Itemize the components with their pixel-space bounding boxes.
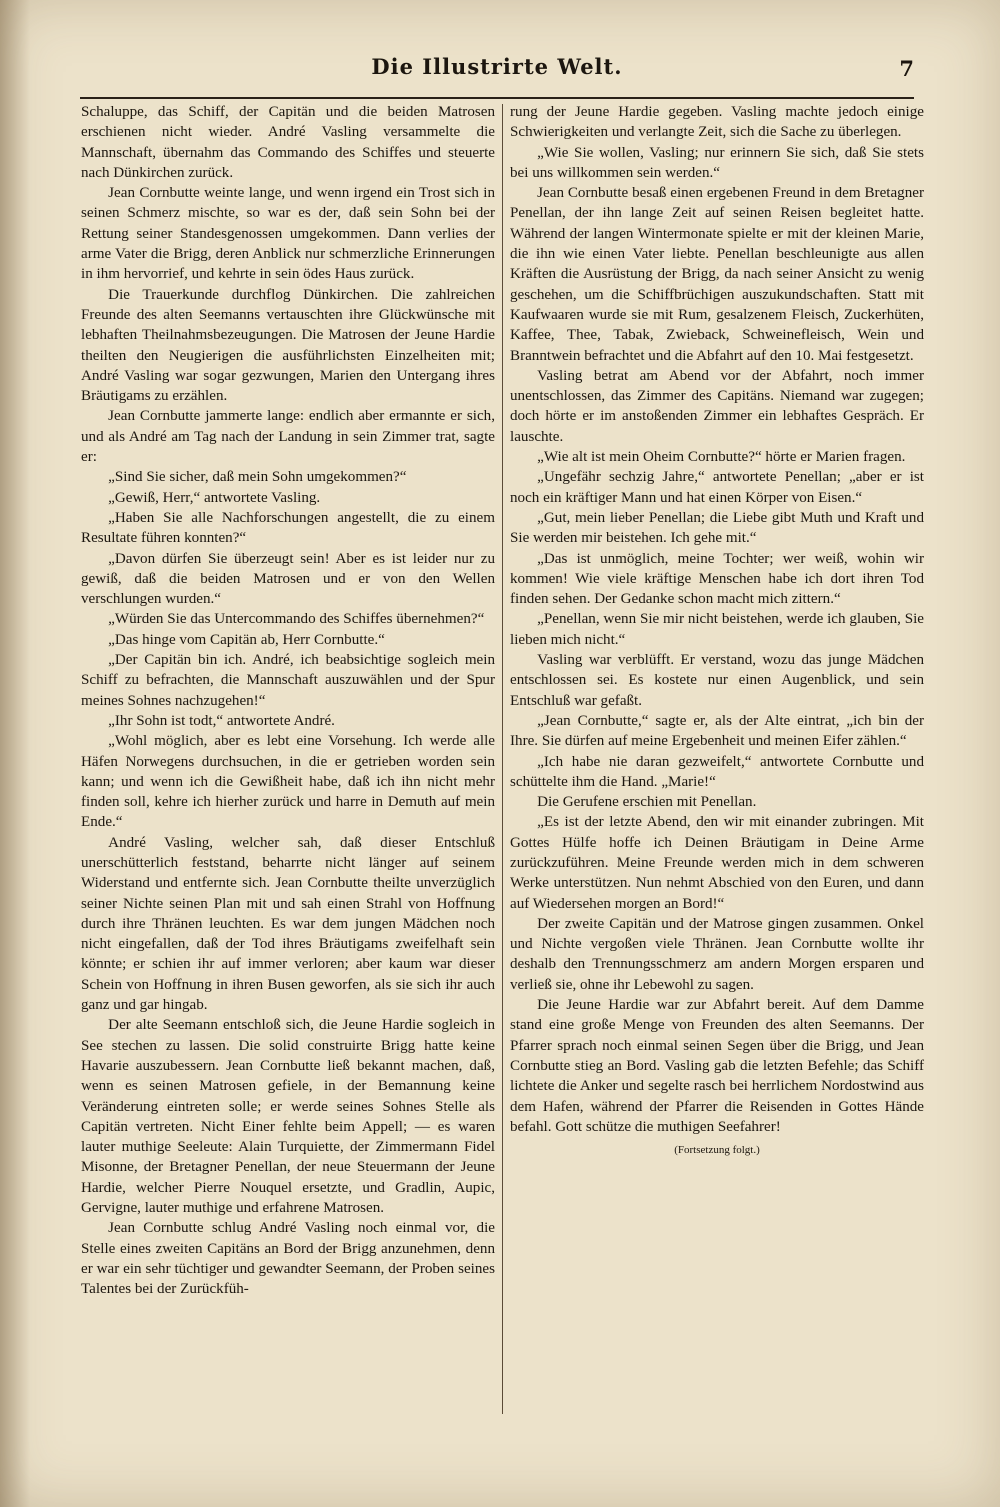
paragraph: Jean Cornbutte besaß einen ergebenen Freund in dem Bretagner Penellan, der ihn lange Zeit auf seinen Reisen begleitet hatte. Während der langen Wintermonate spielte er mit der kleinen Marie, die ihn wie einen Vater liebte. Penellan beschleunigte aus allen Kräften die Ausrüstung der Brigg, da nach seiner Ansicht zu wenig geschehen, um die Schiffbrüchigen auszukundschaften. Statt mit Kaufwaaren wurde sie mit Rum, gesalzenem Fleisch, Zuckerhüten, Kaffee, Thee, Tabak, Zwieback, Schweinefleisch, Wein und Branntwein befrachtet und die Abfahrt auf den 10. Mai festgesetzt. [510, 185, 924, 364]
paragraph: „Wohl möglich, aber es lebt eine Vorsehung. Ich werde alle Häfen Norwegens durchsuchen, in die er getrieben worden sein kann; und wenn ich die Gewißheit habe, daß ich ihn nicht mehr finden soll, kehre ich hierher zurück und harre in Demuth auf mein Ende.“ [81, 733, 495, 831]
paragraph: „Das hinge vom Capitän ab, Herr Cornbutte.“ [108, 631, 385, 648]
column-divider [502, 104, 503, 1414]
paragraph: Der zweite Capitän und der Matrose gingen zusammen. Onkel und Nichte vergoßen viele Thränen. Jean Cornbutte wollte ihr deshalb den Trennungsschmerz am andern Morgen ersparen und verließ sie, ohne ihr Lebewohl zu sagen. [510, 915, 924, 993]
running-header [80, 50, 914, 90]
paragraph: „Gewiß, Herr,“ antwortete Vasling. [108, 489, 321, 506]
paragraph: „Sind Sie sicher, daß mein Sohn umgekommen?“ [108, 469, 407, 486]
page-number: 7 [899, 56, 914, 81]
paragraph: Jean Cornbutte jammerte lange: endlich aber ermannte er sich, und als André am Tag nach der Landung in sein Zimmer trat, sagte er: [81, 408, 495, 466]
paragraph: „Gut, mein lieber Penellan; die Liebe gibt Muth und Kraft und Sie werden mir beistehen. Ich gehe mit.“ [510, 509, 924, 547]
paragraph: „Der Capitän bin ich. André, ich beabsichtige sogleich mein Schiff zu befrachten, die Mannschaft auszuwählen und der Spur meines Sohnes nachzugehen!“ [81, 652, 495, 709]
right-column [510, 102, 924, 1157]
paragraph: Vasling betrat am Abend vor der Abfahrt, noch immer unentschlossen, das Zimmer des Capitäns. Niemand war zugegen; doch hörte er im anstoßenden Zimmer ein lebhaftes Gespräch. Er lauschte. [510, 367, 924, 445]
paragraph: „Es ist der letzte Abend, den wir mit einander zubringen. Mit Gottes Hülfe hoffe ich Deinen Bräutigam in Deine Arme zurückzuführen. Meine Freunde werden mich in dem schweren Werke unterstützen. Nun nehmt Abschied von den Euren, und dann auf Wiedersehen morgen an Bord!“ [510, 814, 924, 912]
paragraph: „Penellan, wenn Sie mir nicht beistehen, werde ich glauben, Sie lieben mich nicht.“ [510, 611, 924, 648]
paragraph: „Ungefähr sechzig Jahre,“ antwortete Penellan; „aber er ist noch ein kräftiger Mann und hat einen Körper von Eisen.“ [510, 469, 924, 506]
paragraph: Die Gerufene erschien mit Penellan. [537, 794, 757, 811]
left-column [81, 102, 495, 1300]
paragraph: „Haben Sie alle Nachforschungen angestellt, die zu einem Resultate führen konnten?“ [81, 509, 495, 547]
paragraph: Die Trauerkunde durchflog Dünkirchen. Die zahlreichen Freunde des alten Seemanns vertauschten ihre Glückwünsche mit lebhaften Theilnahmsbezeugungen. Die Matrosen der Jeune Hardie theilten den Neugierigen die ausführlichsten Einzelheiten mit; André Vasling war sogar gezwungen, Marien den Untergang ihres Bräutigams zu erzählen. [81, 286, 495, 405]
paragraph: Der alte Seemann entschloß sich, die Jeune Hardie sogleich in See stechen zu lassen. Die solid construirte Brigg hatte keine Havarie auszubessern. Jean Cornbutte ließ bekannt machen, daß, wenn es seinen Matrosen gefiele, in der Bemannung keine Veränderung eintreten solle; er werde seines Sohnes Stelle als Capitän vertreten. Nicht Einer fehlte beim Appell; — es waren lauter muthige Seeleute: Alain Turquiette, der Zimmermann Fidel Misonne, der Bretagner Penellan, der neue Steuermann der Jeune Hardie, welcher Pierre Nouquel ersetzte, und Gradlin, Aupic, Gervigne, lauter muthige und erfahrene Matrosen. [81, 1017, 495, 1217]
paragraph: „Davon dürfen Sie überzeugt sein! Aber es ist leider nur zu gewiß, daß die beiden Matrosen und er von den Wellen verschlungen wurden.“ [81, 550, 495, 608]
paragraph: André Vasling, welcher sah, daß dieser Entschluß unerschütterlich feststand, beharrte nicht länger auf seinem Widerstand und entfernte sich. Jean Cornbutte theilte unverzüglich seiner Nichte seinen Plan mit und sah einen Strahl von Hoffnung durch ihre Thränen leuchten. Es war dem jungen Mädchen noch nicht eingefallen, daß der Tod ihres Bräutigams zweifelhaft sein könnte; er schien ihr auf immer verloren; aber kaum war dieser Schein von Hoffnung in ihren Busen geworfen, als sie sich ihr auch ganz und gar hingab. [81, 834, 495, 1014]
paragraph: „Wie alt ist mein Oheim Cornbutte?“ hörte er Marien fragen. [537, 449, 906, 466]
continuation-note: (Fortsetzung folgt.) [674, 1144, 760, 1157]
paragraph: „Würden Sie das Untercommando des Schiffes übernehmen?“ [108, 611, 485, 628]
paragraph: „Jean Cornbutte,“ sagte er, als der Alte eintrat, „ich bin der Ihre. Sie dürfen auf meine Ergebenheit und meinen Eifer zählen.“ [510, 712, 924, 750]
paragraph: „Ich habe nie daran gezweifelt,“ antwortete Cornbutte und schüttelte ihm die Hand. „Marie!“ [510, 753, 924, 790]
paragraph: Jean Cornbutte schlug André Vasling noch einmal vor, die Stelle eines zweiten Capitäns an Bord der Brigg anzunehmen, denn er war ein sehr tüchtiger und gewandter Seemann, der Proben seines Talentes bei der Zurückfüh- [81, 1220, 495, 1298]
header-rule [80, 97, 914, 99]
paragraph: Die Jeune Hardie war zur Abfahrt bereit. Auf dem Damme stand eine große Menge von Freunden des alten Seemanns. Der Pfarrer sprach noch einmal seinen Segen über die Brigg, und Jean Cornbutte stieg an Bord. Vasling gab die letzten Befehle; das Schiff lichtete die Anker und segelte rasch bei herrlichem Nordostwind aus dem Hafen, während der Pfarrer die Reisenden in Gottes Hände befahl. Gott schütze die muthigen Seefahrer! [510, 997, 924, 1135]
paragraph: Schaluppe, das Schiff, der Capitän und die beiden Matrosen erschienen nicht wieder. André Vasling versammelte die Mannschaft, übernahm das Commando des Schiffes und steuerte nach Dünkirchen zurück. [81, 104, 495, 181]
paragraph: Jean Cornbutte weinte lange, und wenn irgend ein Trost sich in seinen Schmerz mischte, so war es der, daß sein Sohn bei der Rettung seiner Standesgenossen umgekommen. Dann verlies der arme Vater die Brigg, deren Anblick nur schmerzliche Erinnerungen in ihm hervorrief, und kehrte in sein ödes Haus zurück. [81, 185, 495, 283]
paragraph: Vasling war verblüfft. Er verstand, wozu das junge Mädchen entschlossen sei. Es kostete nur einen Augenblick, und sein Entschluß war gefaßt. [510, 652, 924, 709]
paragraph: „Wie Sie wollen, Vasling; nur erinnern Sie sich, daß Sie stets bei uns willkommen sein werden.“ [510, 144, 924, 181]
paragraph: „Ihr Sohn ist todt,“ antwortete André. [108, 712, 335, 729]
paragraph: rung der Jeune Hardie gegeben. Vasling machte jedoch einige Schwierigkeiten und verlangte Zeit, sich die Sache zu überlegen. [510, 104, 924, 141]
binding-shadow [0, 0, 30, 1507]
publication-title: Die Illustrirte Welt. [371, 54, 623, 79]
paragraph: „Das ist unmöglich, meine Tochter; wer weiß, wohin wir kommen! Wie viele kräftige Menschen habe ich dort ihren Tod finden sehen. Der Gedanke schon macht mich zittern.“ [510, 550, 924, 608]
